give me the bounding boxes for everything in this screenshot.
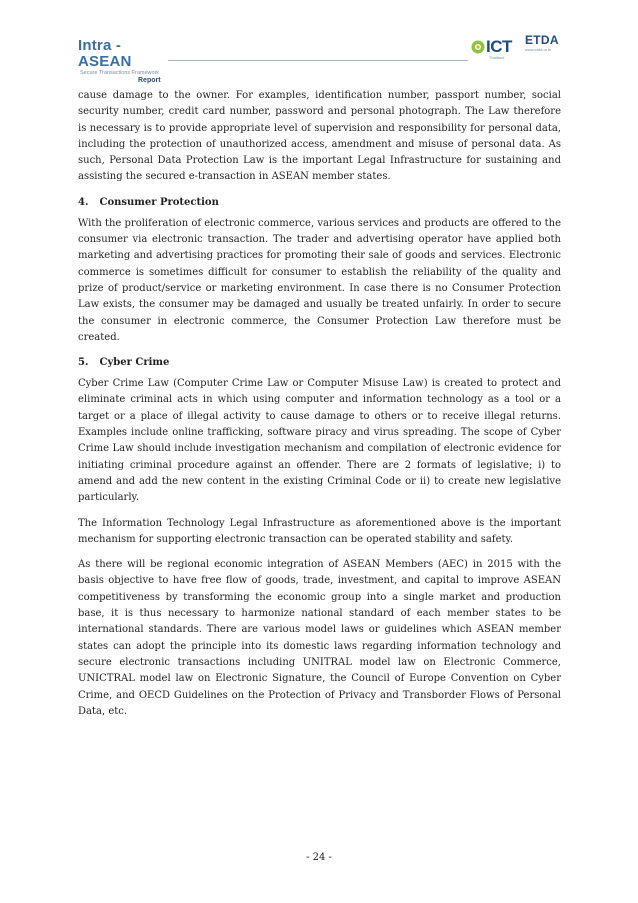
- consumer-protection-paragraph: With the proliferation of electronic commerce, various services and products are offered to the consumer via electronic transaction. The trader and advertising operator have applied both marketing and advertising practices for promoting their sale of goods and services. Electronic commerce is sometimes difficult for consumer to establish the reliability of the quality and prize of product/service or marketing environment. In case there is no Consumer Protection Law exists, the consumer may be damaged and usually be treated unfairly. In order to secure the consumer in electronic commerce, the Consumer Protection Law therefore must be created.: [78, 217, 561, 343]
- logo-report: Report: [138, 77, 161, 84]
- ict-logo-text: ICT: [486, 37, 512, 56]
- etda-logo: [525, 33, 565, 61]
- section-heading-cyber-crime: [78, 355, 561, 371]
- section-heading-consumer-protection: [78, 195, 561, 211]
- header-divider: [168, 60, 468, 61]
- etda-logo-sub: www.etda.or.th: [525, 47, 552, 52]
- logo-subtitle: Secure Transactions Framework: [80, 70, 160, 76]
- section-title: Cyber Crime: [99, 357, 170, 369]
- intro-paragraph: cause damage to the owner. For examples, identification number, passport number, social security number, credit card number, password and personal photograph. The Law therefore is necessary is to provide appropriate level of supervision and responsibility for personal data, including the protection of unauthorized access, amendment and misuse of personal data. As such, Personal Data Protection Law is the important Legal Infrastructure for sustaining and assisting the secured e-transaction in ASEAN member states.: [78, 90, 561, 183]
- document-body: [78, 88, 561, 729]
- etda-logo-text: ETDA: [525, 33, 559, 47]
- aec-paragraph: As there will be regional economic integration of ASEAN Members (AEC) in 2015 with the basis objective to have free flow of goods, trade, investment, and capital to improve ASEAN competitiveness by transforming the economic group into a single market and production base, it is thus necessary to harmonize national standard of each member states to be international standards. There are various model laws or guidelines which ASEAN member states can adopt the principle into its domestic laws regarding information technology and secure electronic transactions including UNITRAL model law on Electronic Commerce, UNICTRAL model law on Electronic Signature, the Council of Europe Convention on Cyber Crime, and OECD Guidelines on the Protection of Privacy and Transborder Flows of Personal Data, etc.: [78, 559, 561, 717]
- ict-logo: [470, 37, 522, 59]
- section-number: 5.: [78, 357, 89, 369]
- page-header: [0, 0, 638, 84]
- page-number: - 24 -: [306, 852, 332, 863]
- section-title: Consumer Protection: [99, 196, 219, 208]
- logo-title: Intra - ASEAN: [78, 37, 132, 70]
- intra-asean-logo: [78, 37, 178, 84]
- cyber-crime-paragraph: Cyber Crime Law (Computer Crime Law or Computer Misuse Law) is created to protect and eliminate criminal acts in which using computer and information technology as a tool or a target or a place of illegal activity to cause damage to others or to receive illegal returns. Examples include online trafficking, software piracy and virus spreading. The scope of Cyber Crime Law should include investigation mechanism and compilation of electronic evidence for initiating criminal procedure against an offender. There are 2 formats of legislative; i) to amend and add the new content in the existing Criminal Code or ii) to create new legislative particularly.: [78, 378, 561, 504]
- legal-infrastructure-paragraph: The Information Technology Legal Infrastructure as aforementioned above is the important mechanism for supporting electronic transaction can be operated stability and safety.: [78, 517, 561, 545]
- ict-logo-sub: Thailand: [489, 55, 505, 60]
- section-number: 4.: [78, 196, 89, 208]
- ict-emblem-icon: [470, 38, 486, 56]
